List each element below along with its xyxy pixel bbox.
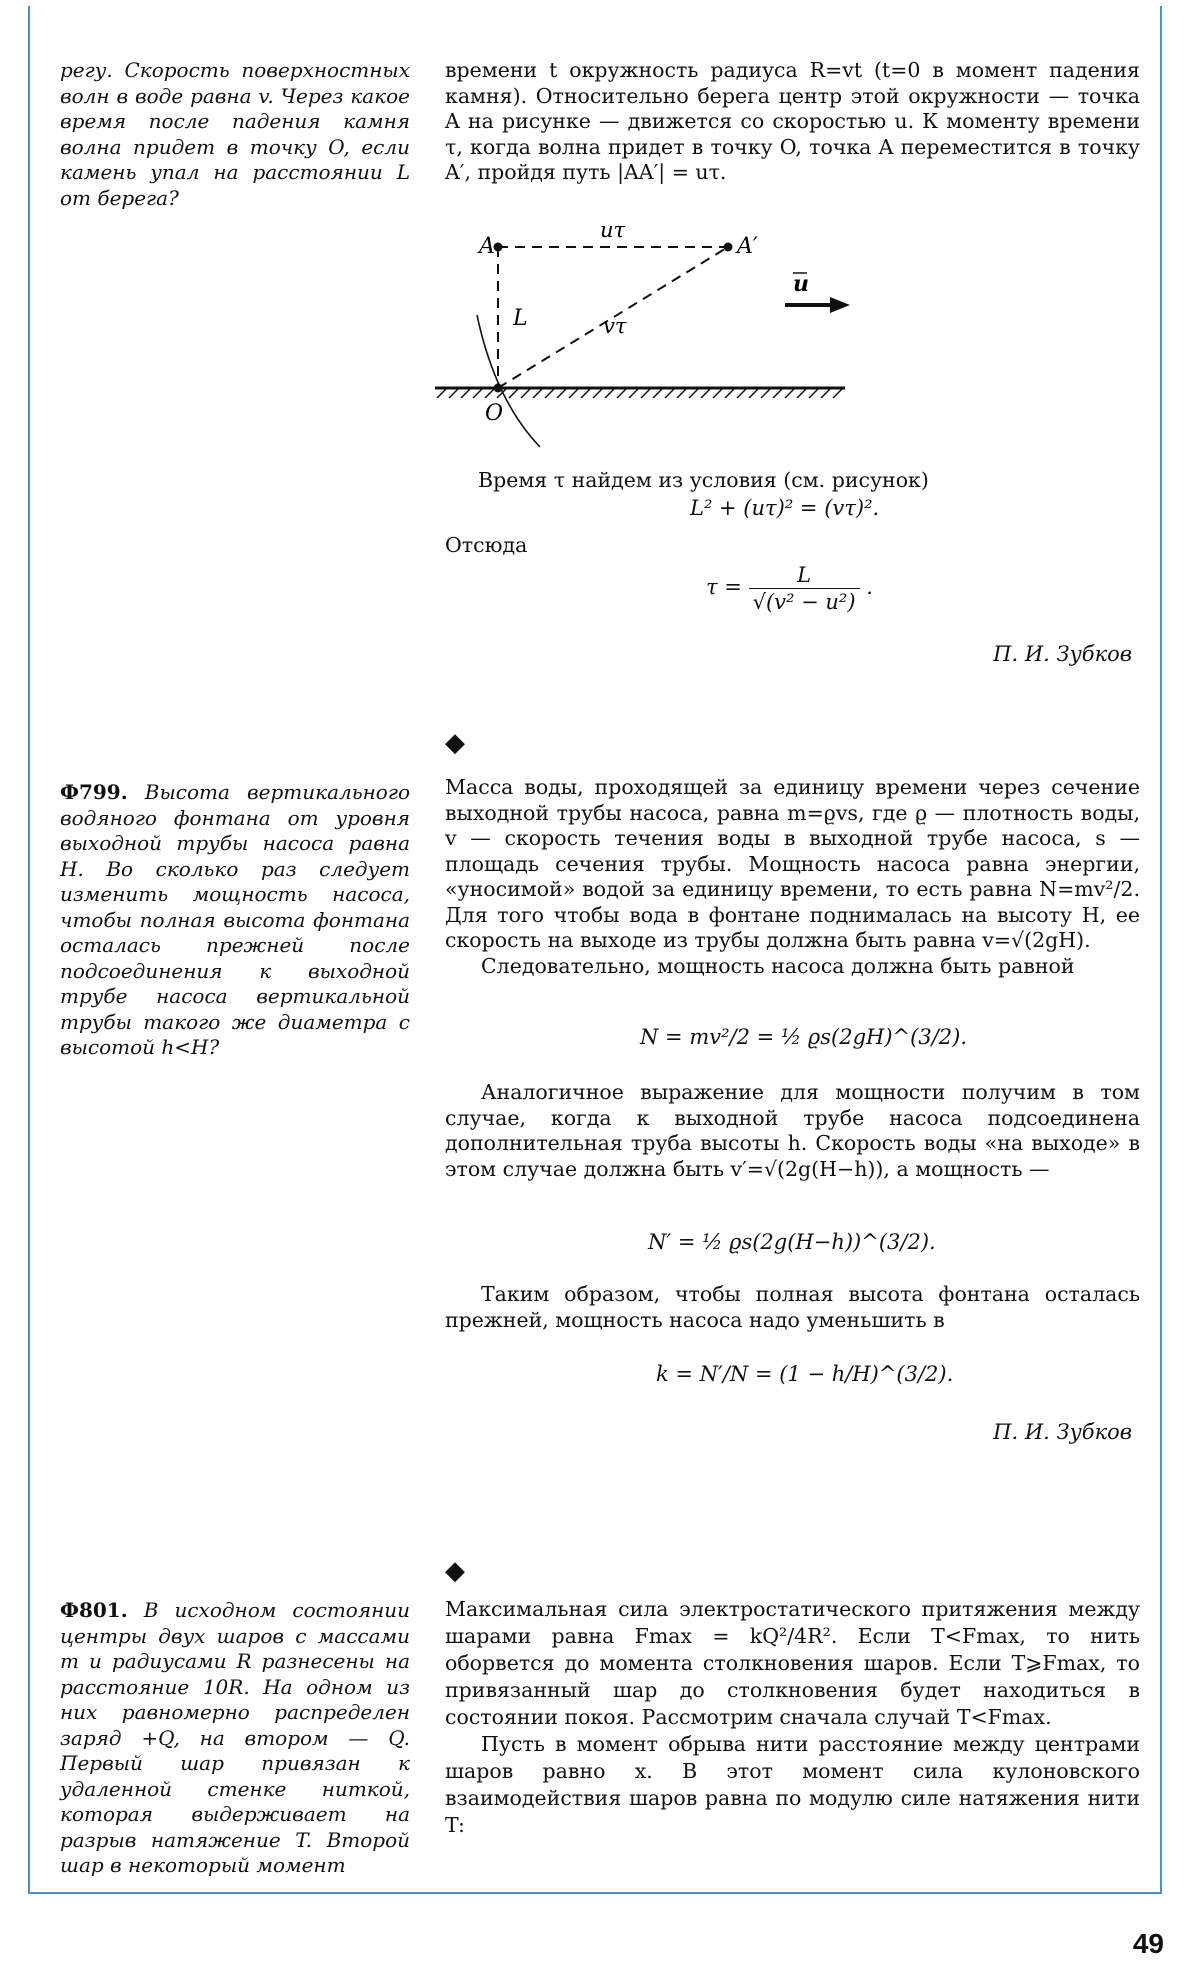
label-utau: uτ xyxy=(600,218,626,242)
problem3-solution xyxy=(445,1596,1140,1839)
problem2-solution-cont xyxy=(445,1080,1140,1182)
problem2-para3: Аналогичное выражение для мощности получим в том случае, когда к выходной трубе насоса подсоединена дополнительная труба высоты h. Скорость воды «на выходе» в этом случае должна быть v′=√(2g(H−h)), а мощность — xyxy=(445,1080,1140,1181)
label-vtau: vτ xyxy=(603,314,627,338)
velocity-arrowhead xyxy=(830,297,850,313)
problem3-number: Ф801. xyxy=(60,1598,128,1622)
label-u-vector: u xyxy=(793,271,809,297)
point-A-prime xyxy=(724,243,733,252)
problem2-question-text: Высота вертикального водяного фонтана от уровня выходной трубы насоса равна H. Во сколько раз следует изменить мощность насоса, чтобы полная высота фонтана осталась прежней после подсоединения к выходной трубе насоса вертикальной трубы такого же диаметра с высотой h<H? xyxy=(60,780,410,1059)
problem3-question-text: В исходном состоянии центры двух шаров с массами m и радиусами R разнесены на расстояние 10R. На одном из них равномерно распределен заряд +Q, на втором — Q. Первый шар привязан к удаленной стенке ниткой, которая выдерживает на разрыв натяжение T. Второй шар в некоторый момент xyxy=(60,1598,411,1877)
label-L: L xyxy=(513,306,528,331)
problem2-number: Ф799. xyxy=(60,780,128,804)
point-O xyxy=(494,384,503,393)
problem2-author: П. И. Зубков xyxy=(993,1420,1132,1444)
label-A: A xyxy=(479,234,495,259)
label-O: O xyxy=(485,401,504,426)
problem2-para2: Следовательно, мощность насоса должна быть равной xyxy=(481,953,1075,978)
problem3-para2: Пусть в момент обрыва нити расстояние между центрами шаров равно x. В этот момент сила кулоновского взаимодействия шаров равна по модулю силе натяжения нити T: xyxy=(445,1732,1140,1837)
problem2-para1: Масса воды, проходящей за единицу времени через сечение выходной трубы насоса, равна m=ϱvs, где ϱ — плотность воды, v — скорость течения воды в выходной трубе насоса, s — площадь сечения трубы. Мощность насоса равна энергии, «уносимой» водой за единицу времени, то есть равна N=mv²/2. Для того чтобы вода в фонтане поднималась на высоту H, ее скорость на выходе из трубы должна быть равна v=√(2gH). xyxy=(445,775,1140,952)
eq2-numerator: L xyxy=(749,562,860,589)
problem2-eq-k: k = N′/N = (1 − h/H)^(3/2). xyxy=(656,1362,954,1386)
problem1-diagram xyxy=(425,215,885,455)
eq2-lhs: τ = xyxy=(706,575,742,599)
problem1-time-text: Время τ найдем из условия (см. рисунок) xyxy=(478,468,929,492)
eq2-denominator: √(v² − u²) xyxy=(752,590,856,614)
diamond-separator-2: ◆ xyxy=(445,1556,465,1586)
problem1-question xyxy=(60,58,410,211)
problem1-eq2: τ = $\frac{L}{\text{√(v² − u²)}}$ . xyxy=(706,563,873,614)
problem1-solution-intro xyxy=(445,58,1140,186)
page-number: 49 xyxy=(1132,1928,1164,1959)
label-A-prime: A′ xyxy=(737,234,758,259)
problem2-solution xyxy=(445,775,1140,979)
problem2-para4: Таким образом, чтобы полная высота фонтана осталась прежней, мощность насоса надо уменьшить в xyxy=(445,1282,1140,1332)
problem3-question xyxy=(60,1598,410,1879)
problem1-intro-text: времени t окружность радиуса R=vt (t=0 в момент падения камня). Относительно берега центр этой окружности — точка A на рисунке — движется со скоростью u. К моменту времени τ, когда волна придет в точку O, точка A переместится в точку A′, пройдя путь |AA′| = uτ. xyxy=(445,58,1140,184)
diamond-separator-1: ◆ xyxy=(445,728,465,758)
problem2-question xyxy=(60,780,410,1061)
wave-arc xyxy=(477,315,540,447)
problem3-para1: Максимальная сила электростатического притяжения между шарами равна Fmax = kQ²/4R². Если T<Fmax, то нить оборвется до момента столкновения шаров. Если T⩾Fmax, то привязанный шар до столкновения будет находиться в состоянии покоя. Рассмотрим сначала случай T<Fmax. xyxy=(445,1597,1140,1729)
problem1-question-text: регу. Скорость поверхностных волн в воде равна v. Через какое время после падения камня волна придет в точку O, если камень упал на расстоянии L от берега? xyxy=(60,58,410,210)
problem2-solution-end xyxy=(445,1282,1140,1333)
problem1-author: П. И. Зубков xyxy=(993,642,1132,666)
problem2-eq-N-prime: N′ = ½ ϱs(2g(H−h))^(3/2). xyxy=(648,1230,936,1254)
eq2-fraction xyxy=(749,562,860,615)
problem1-hence: Отсюда xyxy=(445,533,528,557)
problem2-eq-N: N = mv²/2 = ½ ϱs(2gH)^(3/2). xyxy=(640,1025,968,1049)
problem1-eq1: L² + (uτ)² = (vτ)². xyxy=(690,496,880,520)
